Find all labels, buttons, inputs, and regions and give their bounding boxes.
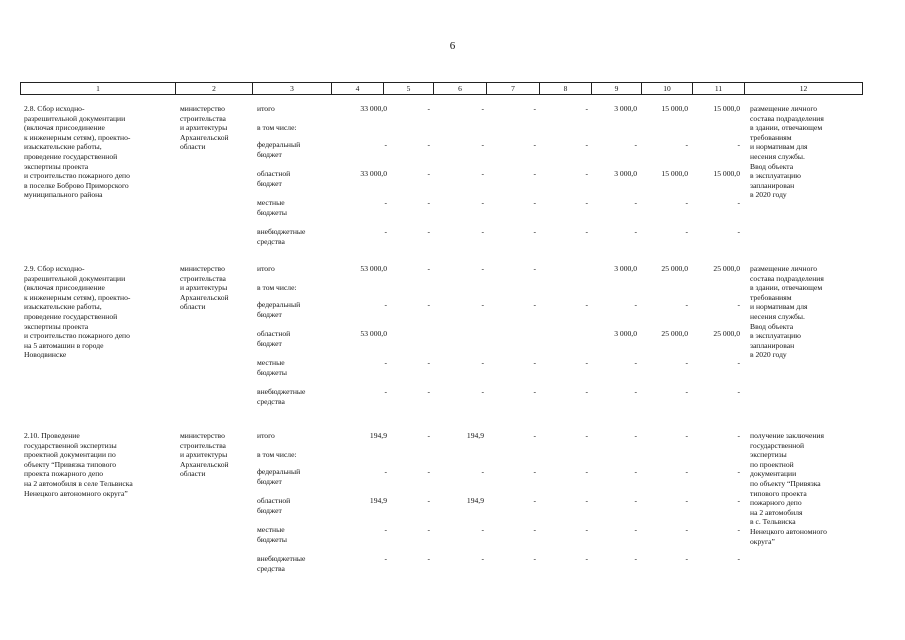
executor: министерство строительства и архитектуры Архангельской области: [180, 431, 229, 479]
amount-cell: -: [685, 198, 688, 207]
amount-cell: -: [585, 227, 588, 236]
amount-cell: 15 000,0: [713, 169, 740, 178]
amount-cell: -: [685, 525, 688, 534]
funding-source-label: внебюджетные средства: [257, 554, 306, 573]
funding-source-label: федеральный бюджет: [257, 300, 301, 319]
amount-cell: -: [481, 104, 484, 113]
amount-cell: -: [634, 198, 637, 207]
amount-cell: 53 000,0: [360, 329, 387, 338]
amount-cell: -: [634, 554, 637, 563]
amount-cell: -: [427, 264, 430, 273]
amount-cell: -: [634, 227, 637, 236]
amount-cell: 194,9: [369, 431, 387, 440]
funding-source-label: итого: [257, 431, 275, 440]
amount-cell: -: [533, 300, 536, 309]
amount-cell: -: [427, 104, 430, 113]
amount-cell: -: [533, 358, 536, 367]
amount-cell: -: [427, 554, 430, 563]
amount-cell: -: [384, 227, 387, 236]
amount-cell: -: [481, 525, 484, 534]
amount-cell: -: [427, 300, 430, 309]
funding-source-label: федеральный бюджет: [257, 467, 301, 486]
expected-result: размещение личного состава подразделения в здании, отвечающем требованиям и нормативам для несения службы. Ввод объекта в эксплуатацию запланирован в 2020 году: [750, 264, 824, 360]
funding-source-label: внебюджетные средства: [257, 227, 306, 246]
funding-source-label: областной бюджет: [257, 496, 291, 515]
funding-source-label: итого: [257, 264, 275, 273]
amount-cell: -: [481, 467, 484, 476]
amount-cell: -: [585, 525, 588, 534]
amount-cell: -: [737, 140, 740, 149]
amount-cell: -: [427, 431, 430, 440]
header-cell-8: 8: [540, 83, 592, 94]
amount-cell: -: [533, 169, 536, 178]
amount-cell: -: [384, 387, 387, 396]
funding-source-label: областной бюджет: [257, 329, 291, 348]
amount-cell: -: [585, 198, 588, 207]
amount-cell: -: [384, 554, 387, 563]
amount-cell: -: [634, 140, 637, 149]
amount-cell: -: [737, 496, 740, 505]
page-number: 6: [449, 40, 456, 52]
amount-cell: 25 000,0: [661, 264, 688, 273]
amount-cell: 15 000,0: [713, 104, 740, 113]
executor: министерство строительства и архитектуры Архангельской области: [180, 264, 229, 312]
amount-cell: 15 000,0: [661, 104, 688, 113]
table-header: [20, 82, 863, 95]
amount-cell: -: [585, 554, 588, 563]
amount-cell: -: [737, 467, 740, 476]
amount-cell: -: [384, 525, 387, 534]
amount-cell: -: [427, 467, 430, 476]
funding-source-label: местные бюджеты: [257, 358, 287, 377]
amount-cell: -: [481, 169, 484, 178]
event-title: 2.10. Проведение государственной экспертизы проектной документации по объекту “Привязка типового проекта пожарного депо на 2 автомобиля в селе Тельвиска Ненецкого автономного округа”: [24, 431, 133, 498]
amount-cell: -: [481, 140, 484, 149]
amount-cell: 194,9: [466, 431, 484, 440]
amount-cell: -: [685, 227, 688, 236]
amount-cell: -: [481, 554, 484, 563]
amount-cell: -: [533, 387, 536, 396]
amount-cell: 25 000,0: [713, 264, 740, 273]
funding-source-label: местные бюджеты: [257, 198, 287, 217]
header-cell-9: 9: [592, 83, 642, 94]
amount-cell: -: [427, 358, 430, 367]
amount-cell: -: [685, 387, 688, 396]
amount-cell: -: [533, 525, 536, 534]
amount-cell: -: [384, 467, 387, 476]
amount-cell: -: [384, 358, 387, 367]
amount-cell: 3 000,0: [614, 329, 637, 338]
amount-cell: -: [533, 104, 536, 113]
amount-cell: -: [427, 140, 430, 149]
amount-cell: -: [585, 104, 588, 113]
funding-source-label: итого: [257, 104, 275, 113]
amount-cell: -: [634, 387, 637, 396]
event-title: 2.8. Сбор исходно- разрешительной документации (включая присоединение к инженерным сетям), проектно- изыскательские работы, проведение государственной экспертизы проекта и строительство пожарного депо в поселке Боброво Приморского муниципального района: [24, 104, 131, 200]
header-cell-7: 7: [487, 83, 540, 94]
amount-cell: -: [585, 169, 588, 178]
amount-cell: -: [737, 227, 740, 236]
funding-source-label: местные бюджеты: [257, 525, 287, 544]
header-cell-12: 12: [745, 83, 863, 94]
event-title: 2.9. Сбор исходно- разрешительной документации (включая присоединение к инженерным сетям), проектно- изыскательские работы, проведение государственной экспертизы проекта и строительство пожарного депо на 5 автомашин в городе Новодвинске: [24, 264, 131, 360]
executor: министерство строительства и архитектуры Архангельской области: [180, 104, 229, 152]
amount-cell: -: [685, 140, 688, 149]
header-cell-10: 10: [642, 83, 693, 94]
amount-cell: 33 000,0: [360, 169, 387, 178]
funding-source-label: областной бюджет: [257, 169, 291, 188]
amount-cell: -: [384, 300, 387, 309]
amount-cell: -: [685, 431, 688, 440]
amount-cell: 3 000,0: [614, 264, 637, 273]
amount-cell: -: [634, 431, 637, 440]
amount-cell: 53 000,0: [360, 264, 387, 273]
amount-cell: -: [634, 496, 637, 505]
header-cell-5: 5: [384, 83, 434, 94]
amount-cell: -: [685, 467, 688, 476]
amount-cell: -: [384, 198, 387, 207]
amount-cell: -: [427, 525, 430, 534]
header-cell-11: 11: [693, 83, 745, 94]
table-row: [20, 431, 862, 581]
amount-cell: -: [427, 387, 430, 396]
amount-cell: -: [481, 264, 484, 273]
amount-cell: -: [533, 140, 536, 149]
amount-cell: -: [481, 227, 484, 236]
amount-cell: -: [737, 300, 740, 309]
amount-cell: -: [384, 140, 387, 149]
header-cell-1: 1: [21, 83, 176, 94]
amount-cell: -: [685, 554, 688, 563]
amount-cell: -: [634, 525, 637, 534]
amount-cell: -: [737, 431, 740, 440]
amount-cell: -: [585, 358, 588, 367]
amount-cell: -: [427, 198, 430, 207]
header-cell-2: 2: [176, 83, 253, 94]
amount-cell: -: [585, 300, 588, 309]
header-cell-4: 4: [332, 83, 384, 94]
expected-result: размещение личного состава подразделения в здании, отвечающем требованиям и нормативам для несения службы. Ввод объекта в эксплуатацию запланирован в 2020 году: [750, 104, 824, 200]
amount-cell: -: [685, 358, 688, 367]
amount-cell: 15 000,0: [661, 169, 688, 178]
amount-cell: -: [427, 227, 430, 236]
amount-cell: 25 000,0: [661, 329, 688, 338]
header-cell-6: 6: [434, 83, 487, 94]
amount-cell: -: [634, 358, 637, 367]
amount-cell: -: [585, 431, 588, 440]
amount-cell: -: [585, 467, 588, 476]
amount-cell: -: [533, 467, 536, 476]
table-row: [20, 104, 862, 254]
funding-source-label: в том числе:: [257, 450, 297, 459]
amount-cell: 3 000,0: [614, 169, 637, 178]
amount-cell: 3 000,0: [614, 104, 637, 113]
amount-cell: 194,9: [369, 496, 387, 505]
header-cell-3: 3: [253, 83, 332, 94]
amount-cell: -: [585, 496, 588, 505]
expected-result: получение заключения государственной экспертизы по проектной документации по объекту “Привязка типового проекта пожарного депо на 2 автомобиля в с. Тельвиска Ненецкого автономного округа”: [750, 431, 827, 546]
amount-cell: -: [481, 198, 484, 207]
amount-cell: -: [737, 554, 740, 563]
funding-source-label: федеральный бюджет: [257, 140, 301, 159]
funding-source-label: в том числе:: [257, 123, 297, 132]
amount-cell: -: [533, 227, 536, 236]
amount-cell: -: [737, 358, 740, 367]
funding-source-label: в том числе:: [257, 283, 297, 292]
amount-cell: -: [585, 387, 588, 396]
amount-cell: -: [737, 198, 740, 207]
amount-cell: -: [481, 387, 484, 396]
amount-cell: -: [685, 496, 688, 505]
amount-cell: -: [737, 387, 740, 396]
amount-cell: 33 000,0: [360, 104, 387, 113]
amount-cell: -: [533, 198, 536, 207]
amount-cell: -: [427, 169, 430, 178]
amount-cell: -: [585, 140, 588, 149]
amount-cell: -: [737, 525, 740, 534]
amount-cell: -: [533, 431, 536, 440]
amount-cell: -: [533, 264, 536, 273]
amount-cell: -: [634, 467, 637, 476]
amount-cell: -: [533, 496, 536, 505]
amount-cell: 194,9: [466, 496, 484, 505]
amount-cell: -: [481, 358, 484, 367]
amount-cell: 25 000,0: [713, 329, 740, 338]
table-row: [20, 264, 862, 414]
amount-cell: -: [634, 300, 637, 309]
amount-cell: -: [427, 496, 430, 505]
amount-cell: -: [481, 300, 484, 309]
amount-cell: -: [533, 554, 536, 563]
amount-cell: -: [685, 300, 688, 309]
funding-source-label: внебюджетные средства: [257, 387, 306, 406]
